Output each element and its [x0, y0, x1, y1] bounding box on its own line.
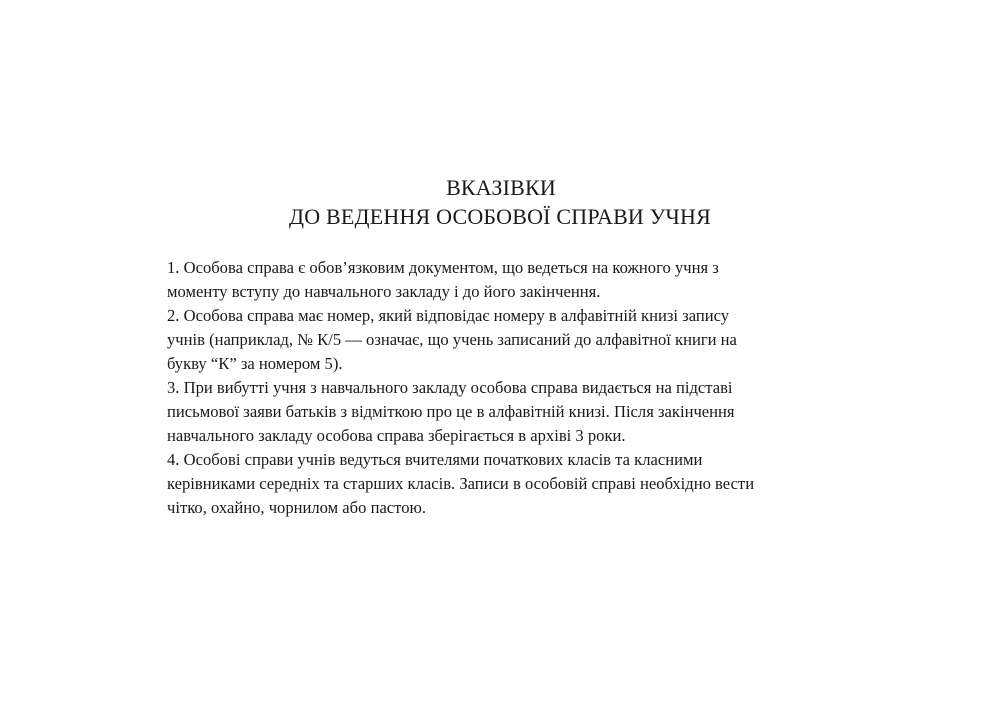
instruction-item-4: [167, 448, 847, 520]
document-title: [0, 173, 1000, 231]
instruction-line: керівниками середніх та старших класів. Записи в особовій справі необхідно вести: [167, 474, 755, 493]
instruction-line: 3. При вибутті учня з навчального закладу особова справа видається на підставі: [167, 378, 733, 397]
title-line-1: ВКАЗІВКИ: [446, 175, 556, 200]
instruction-line: 4. Особові справи учнів ведуться вчителями початкових класів та класними: [167, 450, 703, 469]
instruction-line: 2. Особова справа має номер, який відповідає номеру в алфавітній книзі запису: [167, 306, 730, 325]
instruction-line: моменту вступу до навчального закладу і до його закінчення.: [167, 282, 601, 301]
instructions-list: [167, 256, 847, 520]
instruction-line: чітко, охайно, чорнилом або пастою.: [167, 498, 427, 517]
instruction-item-2: [167, 304, 847, 376]
instruction-line: учнів (наприклад, № К/5 — означає, що учень записаний до алфавітної книги на: [167, 330, 737, 349]
instruction-line: письмової заяви батьків з відміткою про це в алфавітній книзі. Після закінчення: [167, 402, 735, 421]
title-line-2: ДО ВЕДЕННЯ ОСОБОВОЇ СПРАВИ УЧНЯ: [289, 204, 711, 229]
instruction-line: букву “К” за номером 5).: [167, 354, 343, 373]
instruction-item-1: [167, 256, 847, 304]
instruction-item-3: [167, 376, 847, 448]
instruction-line: навчального закладу особова справа зберігається в архіві 3 роки.: [167, 426, 626, 445]
instruction-line: 1. Особова справа є обов’язковим документом, що ведеться на кожного учня з: [167, 258, 719, 277]
